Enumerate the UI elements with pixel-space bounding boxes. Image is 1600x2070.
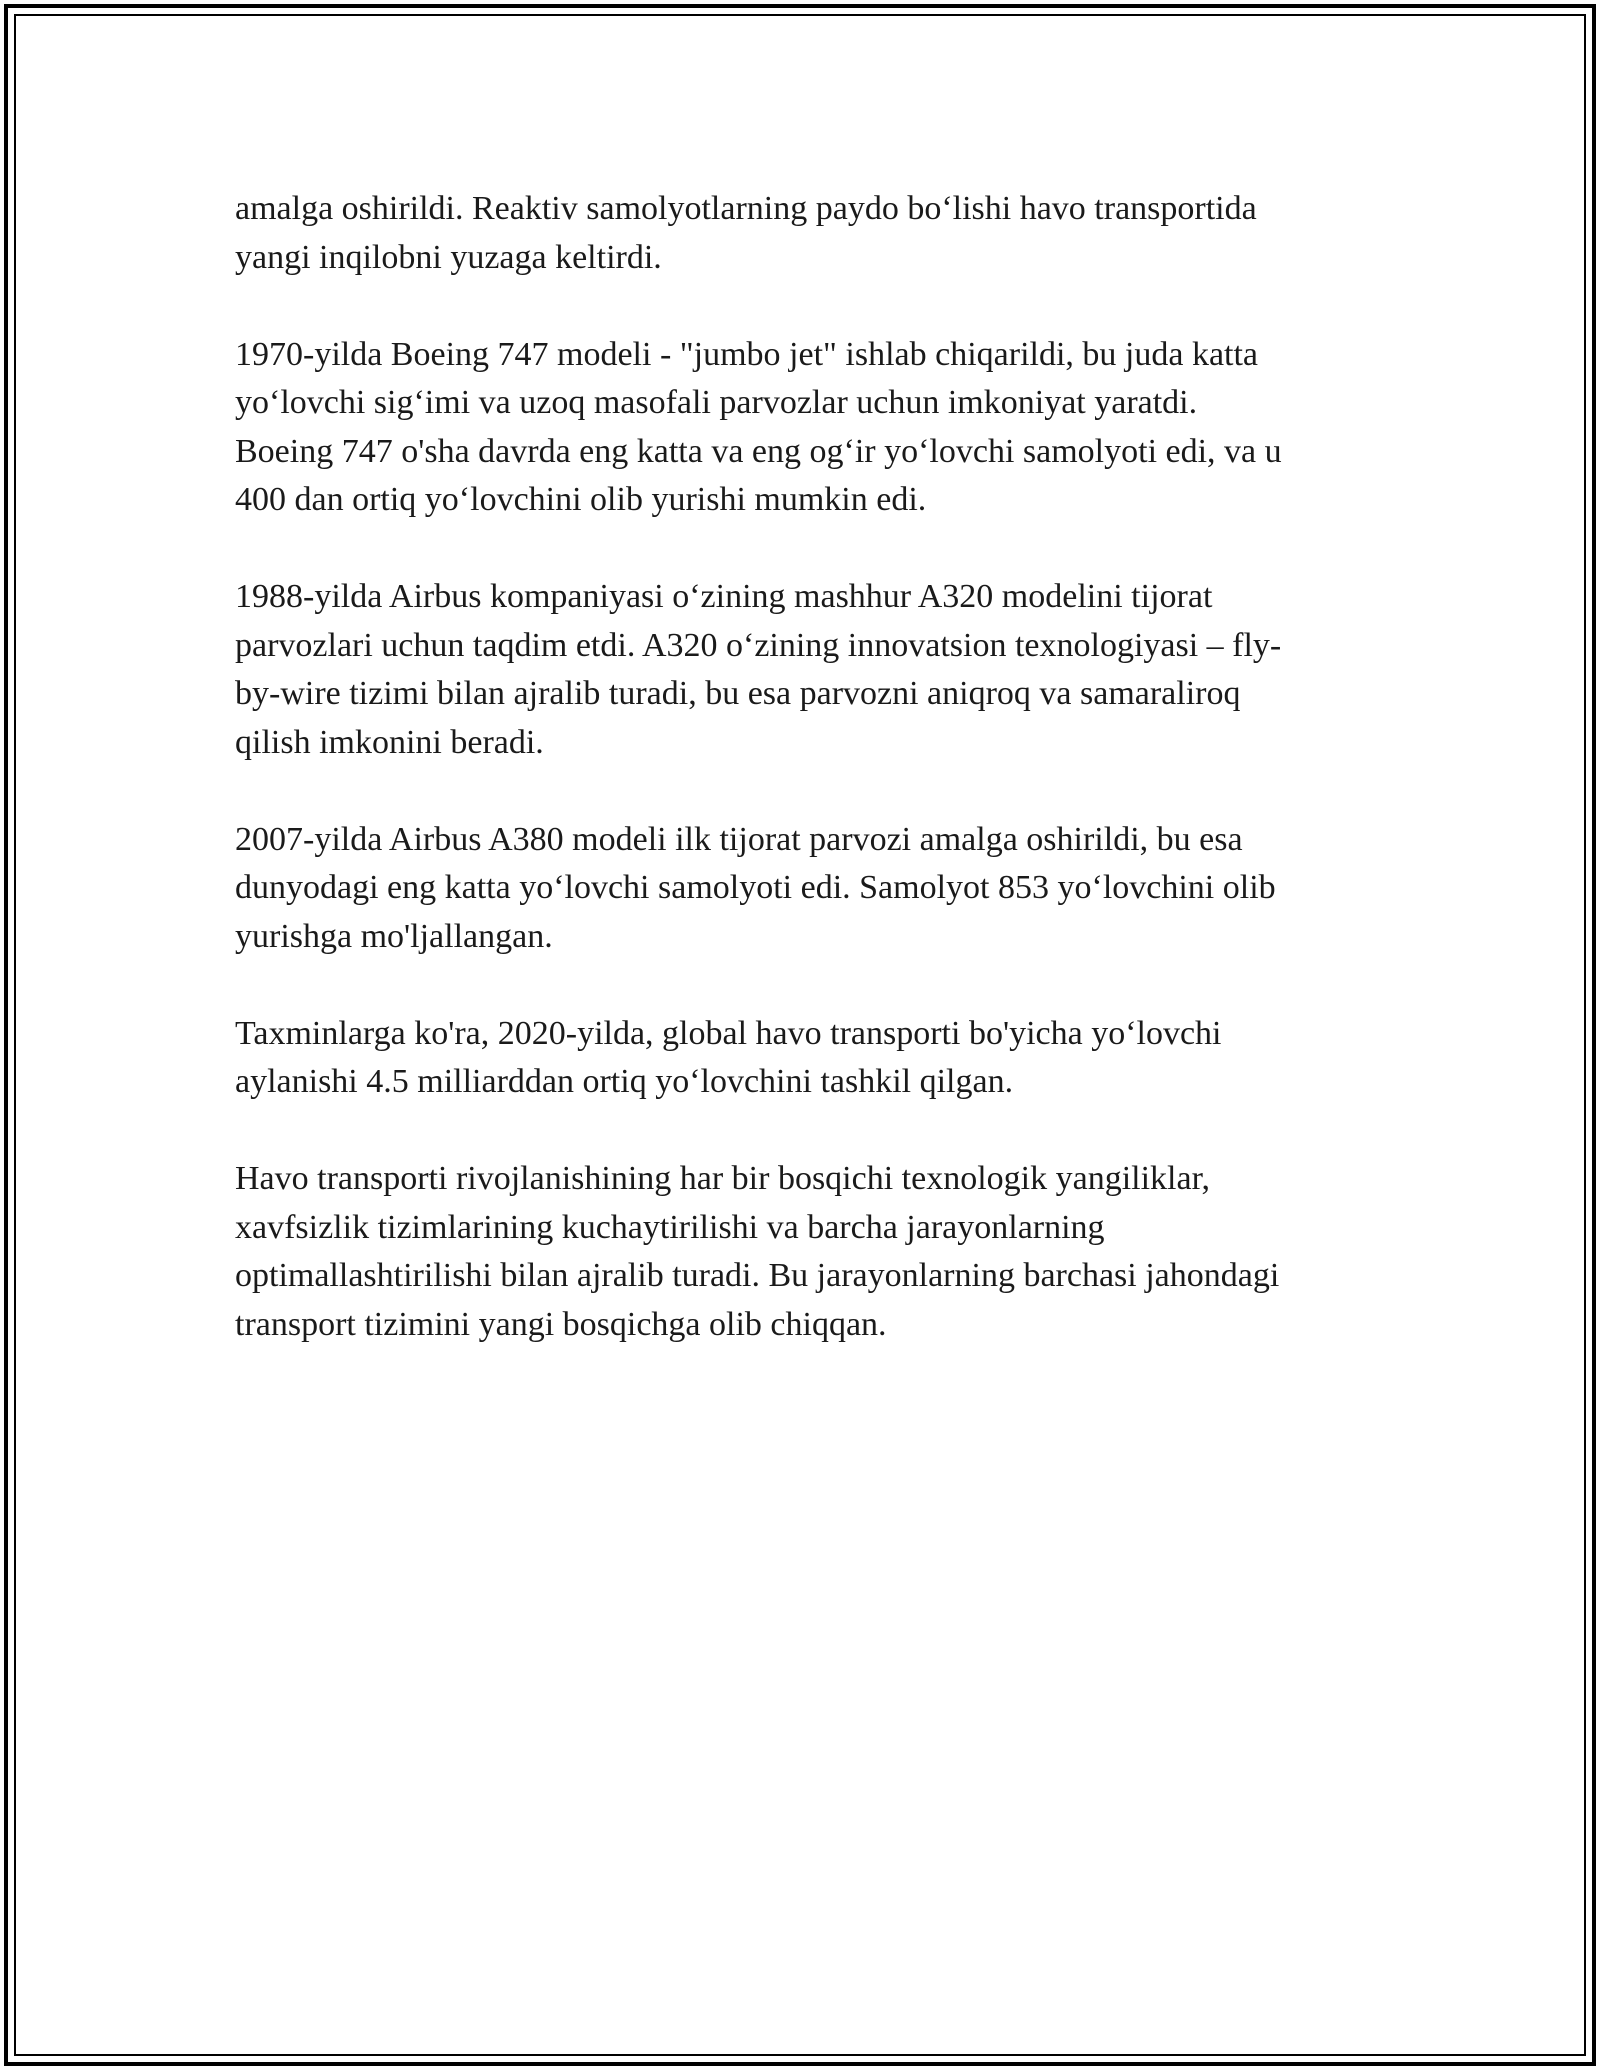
document-body (235, 185, 1375, 1398)
paragraph-jet-era: amalga oshirildi. Reaktiv samolyotlarning paydo bo‘lishi havo transportida yangi inqilobni yuzaga keltirdi. (235, 190, 1257, 276)
paragraph-passenger-traffic-2020: Taxminlarga ko'ra, 2020-yilda, global havo transporti bo'yicha yo‘lovchi aylanishi 4.5 milliarddan ortiq yo‘lovchini tashkil qilgan. (235, 1014, 1222, 1100)
paragraph-boeing-747: 1970-yilda Boeing 747 modeli - "jumbo jet" ishlab chiqarildi, bu juda katta yo‘lovchi sig‘imi va uzoq masofali parvozlar uchun imkoniyat yaratdi. Boeing 747 o'sha davrda eng katta va eng og‘ir yo‘lovchi samolyoti edi, va u 400 dan ortiq yo‘lovchini olib yurishi mumkin edi. (235, 335, 1282, 518)
paragraph-airbus-a380: 2007-yilda Airbus A380 modeli ilk tijorat parvozi amalga oshirildi, bu esa dunyodagi eng katta yo‘lovchi samolyoti edi. Samolyot 853 yo‘lovchini olib yurishga mo'ljallangan. (235, 820, 1276, 955)
paragraph-airbus-a320: 1988-yilda Airbus kompaniyasi o‘zining mashhur A320 modelini tijorat parvozlari uchun taqdim etdi. A320 o‘zining innovatsion texnologiyasi – fly- by-wire tizimi bilan ajralib turadi, bu esa parvozni aniqroq va samaraliroq qilish imkonini beradi. (235, 578, 1282, 761)
paragraph-conclusion: Havo transporti rivojlanishining har bir bosqichi texnologik yangiliklar, xavfsizlik tizimlarining kuchaytirilishi va barcha jarayonlarning optimallashtirilishi bilan ajralib turadi. Bu jarayonlarning barchasi jahondagi transport tizimini yangi bosqichga olib chiqqan. (235, 1160, 1280, 1343)
